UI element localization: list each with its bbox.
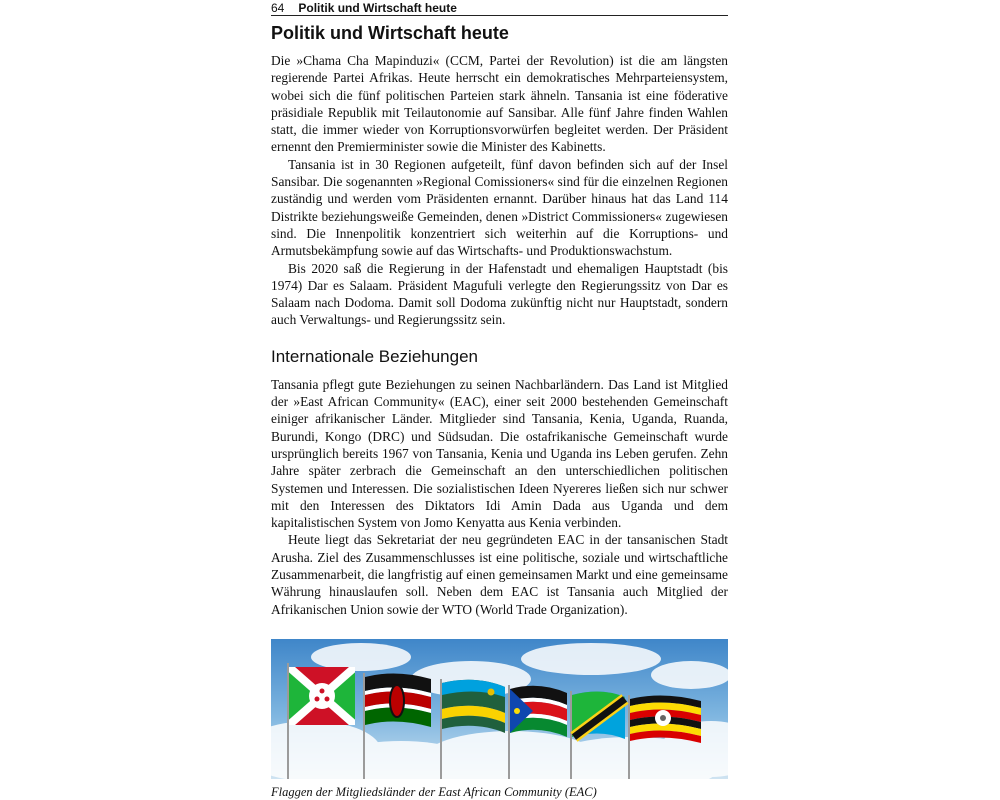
south-sudan-flag — [510, 686, 567, 737]
figure-caption: Flaggen der Mitgliedsländer der East African Community (EAC) — [271, 785, 597, 799]
section-title-politics: Politik und Wirtschaft heute — [271, 23, 509, 43]
paragraph: Tansania ist in 30 Regionen aufgeteilt, fünf davon befinden sich auf der Insel Sansibar. Die sogenannten »Regional Comissioners« sind für die einzelnen Regionen zuständig und werden vom Präsidenten ernannt. Darüber hinaus hat das Land 114 Distrikte beziehungsweiße Gemeinden, denen »District Commissioners« zugewiesen sind. Die Innenpolitik konzentriert sich weiterhin auf die Korruptions- und Armutsbekämpfung sowie auf das Wirtschafts- und Produktionswachstum. — [271, 156, 728, 259]
kenya-flag — [365, 673, 431, 727]
section-title-international: Internationale Beziehungen — [271, 346, 478, 366]
paragraph: Bis 2020 saß die Regierung in der Hafenstadt und ehemaligen Hauptstadt (bis 1974) Dar es Salaam. Präsident Magufuli verlegte den Regierungssitz von Dar es Salaam nach Dodoma. Damit soll Dodoma zukünftig nicht nur Hauptstadt, sondern auch Verwaltungs- und Regierungssitz sein. — [271, 260, 728, 328]
running-head — [271, 0, 728, 16]
burundi-flag — [289, 667, 355, 725]
rwanda-flag — [442, 680, 505, 733]
paragraph: Tansania pflegt gute Beziehungen zu seinen Nachbarländern. Das Land ist Mitglied der »East African Community« (EAC), einer seit 2000 bestehenden Gemeinschaft einiger afrikanischer Länder. Mitglieder sind Tansania, Kenia, Uganda, Ruanda, Burundi, Kongo (DRC) und Südsudan. Die ostafrikanische Gemeinschaft wurde ursprünglich bereits 1967 von Tansania, Kenia und Uganda ins Leben gerufen. Zehn Jahre später zerbrach die Gemeinschaft an den unterschiedlichen politischen Systemen und Interessen. Die sozialistischen Ideen Nyereres ließen sich nur schwer mit den Interessen des Diktators Idi Amin Dada aus Uganda und dem kapitalistischen System von Jomo Kenyatta aus Kenia verbinden. — [271, 376, 728, 531]
paragraph: Die »Chama Cha Mapinduzi« (CCM, Partei der Revolution) ist die am längsten regierende Partei Afrikas. Heute herrscht ein demokratisches Mehrparteiensystem, wobei sich die fünf politischen Parteien stark ähneln. Tansania ist eine föderative präsidiale Republik mit Teilautonomie auf Sansibar. Alle fünf Jahre finden Wahlen statt, die immer wieder von Korruptionsvorwürfen begleitet werden. Der Präsident ernennt den Premierminister sowie die Minister des Kabinetts. — [271, 53, 728, 155]
uganda-flag — [630, 695, 701, 743]
paragraph: Heute liegt das Sekretariat der neu gegründeten EAC in der tansanischen Stadt Arusha. Ziel des Zusammenschlusses ist eine politische, soziale und wirtschaftliche Zusammenarbeit, die langfristig auf einen gemeinsamen Markt und eine gemeinsame Währung hinauslaufen soll. Neben dem EAC ist Tansania auch Mitglied der Afrikanischen Union sowie der WTO (World Trade Organization). — [271, 532, 728, 617]
page-number: 64 — [271, 1, 285, 15]
page — [271, 0, 728, 618]
running-head-title: Politik und Wirtschaft heute — [298, 1, 457, 15]
flags-photo — [271, 639, 728, 779]
tanzania-flag — [572, 691, 625, 739]
